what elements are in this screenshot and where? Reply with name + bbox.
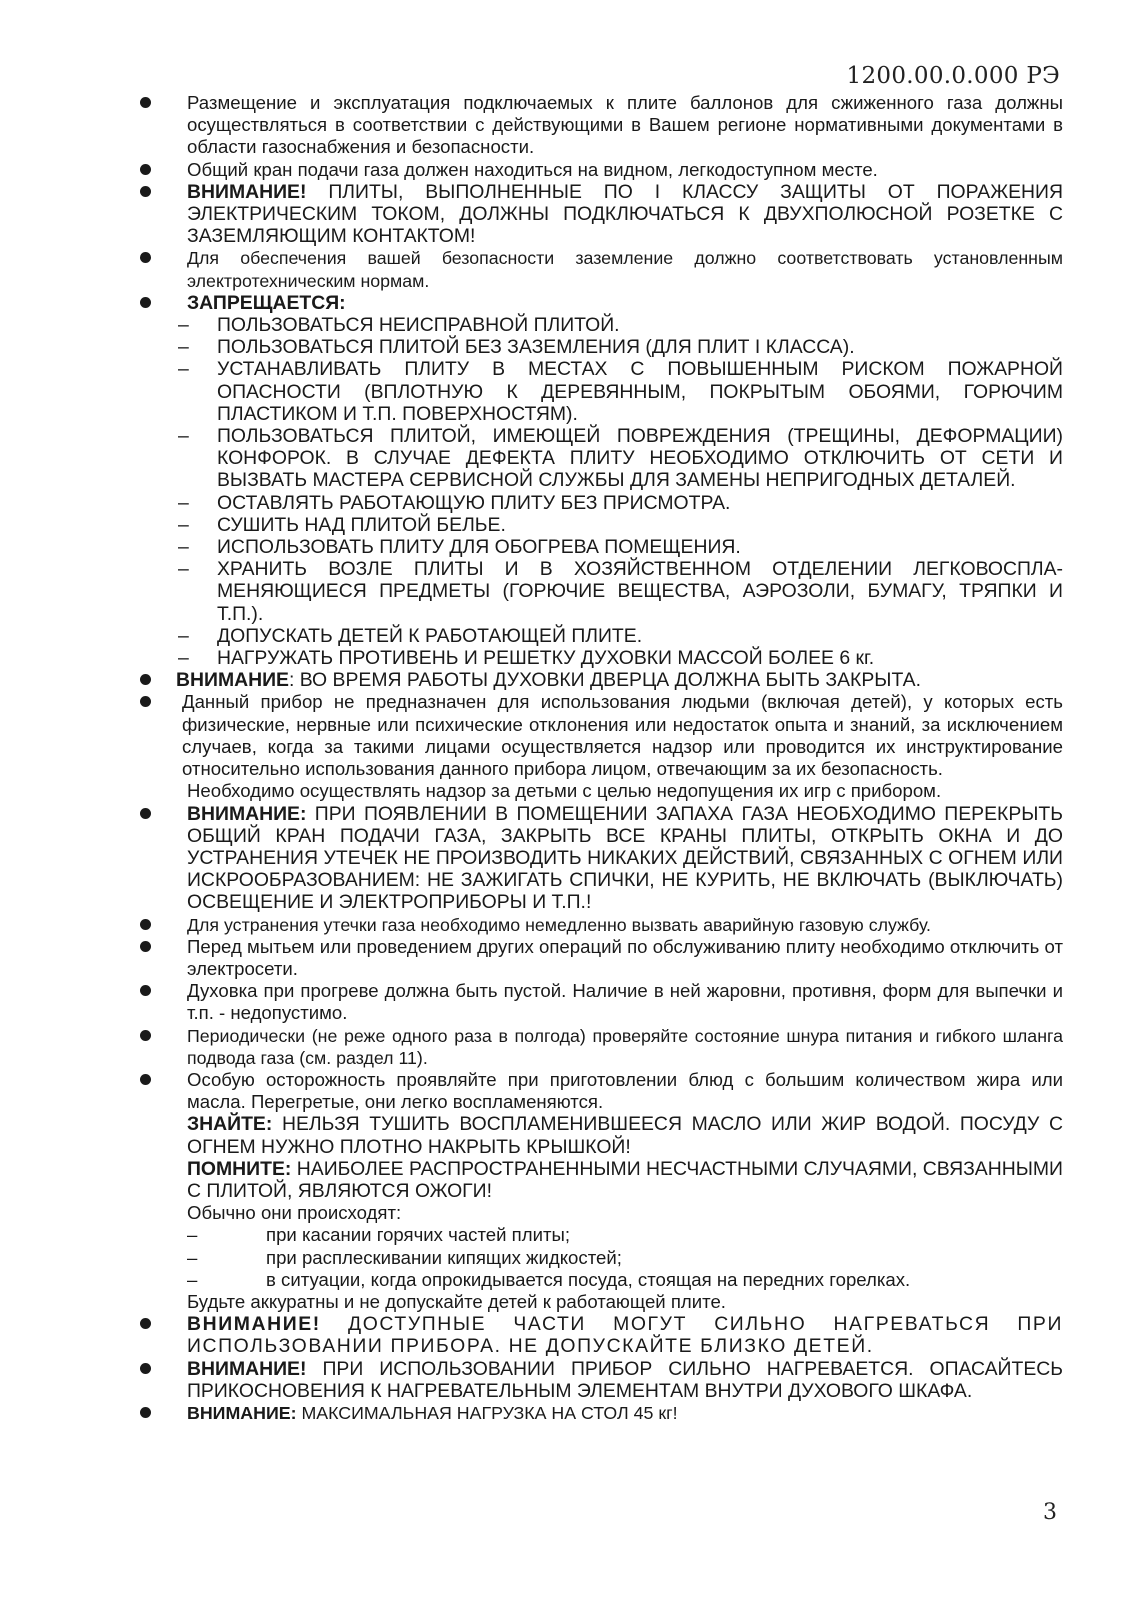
prohibited-item (0, 492, 1132, 514)
bullet-icon (140, 919, 151, 930)
item-text: ОСТАВЛЯТЬ РАБОТАЮЩУЮ ПЛИТУ БЕЗ ПРИСМОТРА. (217, 491, 731, 514)
prohibited-item (0, 625, 1132, 647)
item-text: при касании горячих частей плиты; (266, 1224, 571, 1246)
bullet-icon (140, 252, 151, 263)
dash-icon: – (178, 425, 189, 448)
list-item (0, 292, 1132, 314)
dash-icon: – (187, 1224, 198, 1246)
prohibited-item (0, 314, 1132, 336)
item-text: ПОЛЬЗОВАТЬСЯ НЕИСПРАВНОЙ ПЛИТОЙ. (217, 314, 620, 337)
item-text: ДОПУСКАТЬ ДЕТЕЙ К РАБОТАЮЩЕЙ ПЛИТЕ. (217, 624, 643, 647)
item-text: Духовка при прогреве должна быть пустой. Наличие в ней жаровни, противня, форм для выпечки и т.п. - недопустимо. (187, 980, 1063, 1024)
list-item (0, 1025, 1132, 1069)
warning-label: ВНИМАНИЕ! (187, 180, 307, 203)
bullet-icon (140, 97, 151, 108)
prohibited-item (0, 425, 1132, 492)
document-code: 1200.00.0.000 РЭ (846, 63, 1060, 89)
bullet-icon (140, 808, 151, 819)
item-text: в ситуации, когда опрокидывается посуда, стоящая на передних горелках. (266, 1268, 911, 1290)
remember-label: ПОМНИТЕ: (187, 1157, 292, 1180)
list-item (0, 936, 1132, 980)
item-text: ПРИ ИСПОЛЬЗОВАНИИ ПРИБОР СИЛЬНО НАГРЕВАЕТСЯ. ОПАСАЙТЕСЬ ПРИКОСНОВЕНИЯ К НАГРЕВАТЕЛЬНЫМ ЭЛЕМЕНТАМ ВНУТРИ ДУХОВОГО ШКАФА. (187, 1357, 1063, 1402)
bullet-icon (140, 186, 151, 197)
prohibited-item (0, 536, 1132, 558)
bullet-icon (140, 1030, 151, 1041)
item-text: Данный прибор не предназначен для использования людьми (включая детей), у которых есть физические, нервные или психические отклонения или недостаток опыта и знаний, за исключением случаев, когда за такими лицами осуществляется надзор или проводится их инструктирование относительно использования данного прибора лицом, отвечающим за их безопасность. (182, 691, 1063, 780)
item-text: МАКСИМАЛЬНАЯ НАГРУЗКА НА СТОЛ 45 кг! (296, 1402, 678, 1423)
bullet-icon (140, 1407, 151, 1418)
paragraph: Обычно они происходят: (187, 1202, 402, 1224)
item-text: : ВО ВРЕМЯ РАБОТЫ ДУХОВКИ ДВЕРЦА ДОЛЖНА БЫТЬ ЗАКРЫТА. (288, 669, 921, 692)
item-text: ПЛИТЫ, ВЫПОЛНЕННЫЕ ПО I КЛАССУ ЗАЩИТЫ ОТ ПОРАЖЕНИЯ ЭЛЕКТРИЧЕСКИМ ТОКОМ, ДОЛЖНЫ ПОДКЛЮЧАТЬСЯ К ДВУХПОЛЮСНОЙ РОЗЕТКЕ С ЗАЗЕМЛЯЮЩИМ КОНТАКТОМ! (187, 180, 1063, 248)
dash-icon: – (178, 336, 189, 359)
prohibited-item (0, 336, 1132, 358)
item-text: ПОЛЬЗОВАТЬСЯ ПЛИТОЙ БЕЗ ЗАЗЕМЛЕНИЯ (ДЛЯ ПЛИТ I КЛАССА). (217, 336, 855, 359)
item-text: Для обеспечения вашей безопасности заземление должно соответствовать установленным электротехническим нормам. (187, 248, 1063, 291)
item-text: Для устранения утечки газа необходимо немедленно вызвать аварийную газовую службу. (187, 914, 931, 935)
burn-item (0, 1247, 1132, 1269)
item-text: НЕЛЬЗЯ ТУШИТЬ ВОСПЛАМЕНИВШЕЕСЯ МАСЛО ИЛИ ЖИР ВОДОЙ. ПОСУДУ С ОГНЕМ НУЖНО ПЛОТНО НАКРЫТЬ КРЫШКОЙ! (187, 1113, 1063, 1158)
list-item (0, 1069, 1132, 1113)
item-text: Особую осторожность проявляйте при приготовлении блюд с большим количеством жира или масла. Перегретые, они легко воспламеняются. (187, 1068, 1063, 1113)
bullet-icon (140, 696, 151, 707)
list-item (0, 1402, 1132, 1424)
dash-icon: – (178, 624, 189, 647)
list-item (0, 691, 1132, 780)
warning-label: ВНИМАНИЕ! (187, 1313, 321, 1336)
item-text: ДОСТУПНЫЕ ЧАСТИ МОГУТ СИЛЬНО НАГРЕВАТЬСЯ ПРИ ИСПОЛЬЗОВАНИИ ПРИБОРА. НЕ ДОПУСКАЙТЕ БЛИЗКО ДЕТЕЙ. (187, 1313, 1063, 1358)
dash-icon: – (178, 536, 189, 559)
page-number: 3 (1043, 1500, 1057, 1525)
burn-item (0, 1269, 1132, 1291)
dash-icon: – (178, 314, 189, 337)
prohibited-item (0, 514, 1132, 536)
paragraph: Будьте аккуратны и не допускайте детей к работающей плите. (187, 1290, 726, 1312)
prohibited-item (0, 358, 1132, 425)
list-item (0, 1313, 1132, 1357)
item-text: Перед мытьем или проведением других операций по обслуживанию плиту необходимо отключить от электросети. (187, 935, 1063, 979)
burn-item (0, 1224, 1132, 1246)
remember-paragraph (0, 1158, 1132, 1202)
item-text: ХРАНИТЬ ВОЗЛЕ ПЛИТЫ И В ХОЗЯЙСТВЕННОМ ОТДЕЛЕНИИ ЛЕГКОВОСПЛА-МЕНЯЮЩИЕСЯ ПРЕДМЕТЫ (ГОРЮЧИЕ ВЕЩЕСТВА, АЭРОЗОЛИ, БУМАГУ, ТРЯПКИ И Т.П.). (217, 558, 1063, 625)
prohibited-item (0, 558, 1132, 625)
item-text: УСТАНАВЛИВАТЬ ПЛИТУ В МЕСТАХ С ПОВЫШЕННЫМ РИСКОМ ПОЖАРНОЙ ОПАСНОСТИ (ВПЛОТНУЮ К ДЕРЕВЯННЫМ, ПОКРЫТЫМ ОБОЯМИ, ГОРЮЧИМ ПЛАСТИКОМ И Т.П. ПОВЕРХНОСТЯМ). (217, 358, 1063, 425)
bullet-icon (140, 164, 151, 175)
item-text: НАГРУЖАТЬ ПРОТИВЕНЬ И РЕШЕТКУ ДУХОВКИ МАССОЙ БОЛЕЕ 6 кг. (217, 647, 875, 670)
warning-label: ВНИМАНИЕ! (187, 1357, 307, 1380)
bullet-icon (140, 941, 151, 952)
item-text: СУШИТЬ НАД ПЛИТОЙ БЕЛЬЕ. (217, 513, 506, 536)
list-item (0, 247, 1132, 291)
dash-icon: – (187, 1246, 198, 1268)
list-item (0, 159, 1132, 181)
warning-label: ВНИМАНИЕ: (187, 802, 307, 825)
bullet-icon (140, 1363, 151, 1374)
dash-icon: – (178, 647, 189, 670)
item-text: НАИБОЛЕЕ РАСПРОСТРАНЕННЫМИ НЕСЧАСТНЫМИ СЛУЧАЯМИ, СВЯЗАННЫМИ С ПЛИТОЙ, ЯВЛЯЮТСЯ ОЖОГИ! (187, 1157, 1063, 1202)
prohibited-item (0, 647, 1132, 669)
dash-icon: – (178, 358, 189, 381)
prohibited-heading: ЗАПРЕЩАЕТСЯ: (187, 291, 346, 314)
item-text: Размещение и эксплуатация подключаемых к плите баллонов для сжиженного газа должны осуществляться в соответствии с действующими в Вашем регионе нормативными документами в области газоснабжения и безопасности. (187, 92, 1063, 158)
bullet-icon (140, 674, 151, 685)
list-item (0, 1358, 1132, 1402)
warning-label: ВНИМАНИЕ: (187, 1402, 297, 1423)
bullet-icon (140, 297, 151, 308)
warning-label: ВНИМАНИЕ (176, 669, 289, 692)
know-paragraph (0, 1113, 1132, 1157)
paragraph: Необходимо осуществлять надзор за детьми с целью недопущения их игр с прибором. (187, 780, 942, 802)
know-label: ЗНАЙТЕ: (187, 1113, 273, 1136)
safety-instructions (0, 92, 1132, 1424)
list-item (0, 181, 1132, 248)
list-item (0, 669, 1132, 691)
item-text: при расплескивании кипящих жидкостей; (266, 1246, 622, 1268)
bullet-icon (140, 985, 151, 996)
dash-icon: – (178, 513, 189, 536)
list-item (0, 980, 1132, 1024)
list-item (0, 914, 1132, 936)
bullet-icon (140, 1318, 151, 1329)
item-text: ПОЛЬЗОВАТЬСЯ ПЛИТОЙ, ИМЕЮЩЕЙ ПОВРЕЖДЕНИЯ (ТРЕЩИНЫ, ДЕФОРМАЦИИ) КОНФОРОК. В СЛУЧАЕ ДЕФЕКТА ПЛИТУ НЕОБХОДИМО ОТКЛЮЧИТЬ ОТ СЕТИ И ВЫЗВАТЬ МАСТЕРА СЕРВИСНОЙ СЛУЖБЫ ДЛЯ ЗАМЕНЫ НЕПРИГОДНЫХ ДЕТАЛЕЙ. (217, 425, 1063, 492)
dash-icon: – (178, 491, 189, 514)
item-text: Общий кран подачи газа должен находиться на видном, легкодоступном месте. (187, 158, 878, 180)
list-item (0, 803, 1132, 914)
item-text: Периодически (не реже одного раза в полгода) проверяйте состояние шнура питания и гибкого шланга подвода газа (см. раздел 11). (187, 1025, 1063, 1068)
dash-icon: – (187, 1268, 198, 1290)
item-text: ПРИ ПОЯВЛЕНИИ В ПОМЕЩЕНИИ ЗАПАХА ГАЗА НЕОБХОДИМО ПЕРЕКРЫТЬ ОБЩИЙ КРАН ПОДАЧИ ГАЗА, ЗАКРЫТЬ ВСЕ КРАНЫ ПЛИТЫ, ОТКРЫТЬ ОКНА И ДО УСТРАНЕНИЯ УТЕЧЕК НЕ ПРОИЗВОДИТЬ НИКАКИХ ДЕЙСТВИЙ, СВЯЗАННЫХ С ОГНЕМ ИЛИ ИСКРООБРАЗОВАНИЕМ: НЕ ЗАЖИГАТЬ СПИЧКИ, НЕ КУРИТЬ, НЕ ВКЛЮЧАТЬ (ВЫКЛЮЧАТЬ) ОСВЕЩЕНИЕ И ЭЛЕКТРОПРИБОРЫ И Т.П.! (187, 802, 1063, 914)
list-item (0, 92, 1132, 159)
bullet-icon (140, 1074, 151, 1085)
item-text: ИСПОЛЬЗОВАТЬ ПЛИТУ ДЛЯ ОБОГРЕВА ПОМЕЩЕНИЯ. (217, 536, 741, 559)
dash-icon: – (178, 558, 189, 581)
